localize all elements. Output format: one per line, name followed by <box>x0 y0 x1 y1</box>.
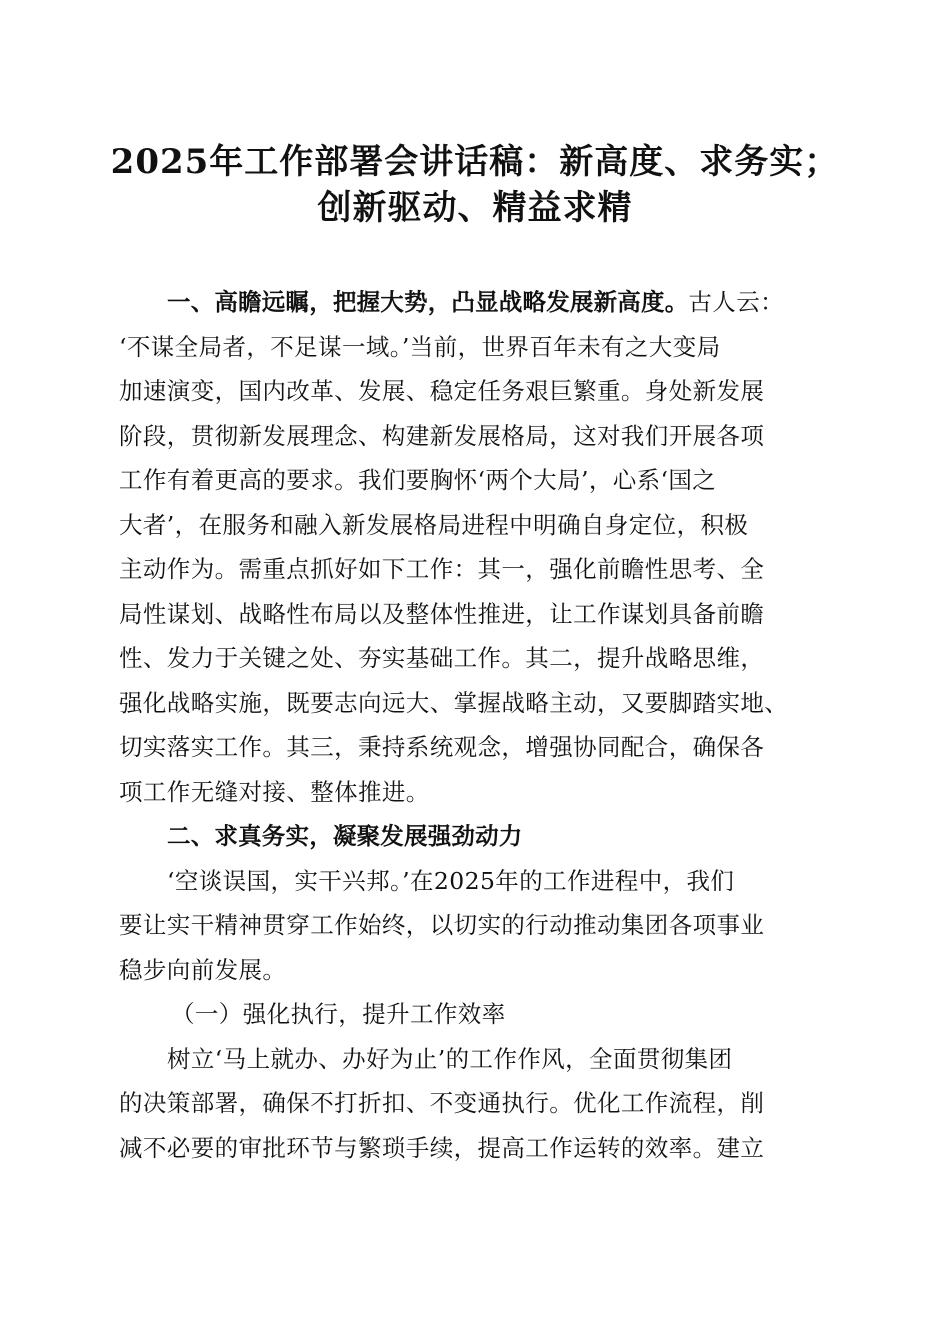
paragraph-line: 大者’，在服务和融入新发展格局进程中明确自身定位，积极 <box>119 510 749 539</box>
subsection-1-heading: （一）强化执行，提升工作效率 <box>171 1000 506 1028</box>
section-2-heading-text: 二、求真务实，凝聚发展强劲动力 <box>167 822 523 850</box>
document-title-line-2: 创新驱动、精益求精 <box>317 188 633 228</box>
section-1-first-line <box>119 280 831 325</box>
section-2-heading <box>119 814 831 859</box>
paragraph-text: 古人云： <box>688 288 785 316</box>
paragraph-line: 性、发力于关键之处、夯实基础工作。其二，提升战略思维， <box>119 644 765 672</box>
paragraph-line: 工作有着更高的要求。我们要胸怀‘两个大局’，心系‘国之 <box>119 466 717 494</box>
paragraph-line: ‘不谋全局者，不足谋一域。’当前，世界百年未有之大变局 <box>119 332 721 361</box>
paragraph-line: 局性谋划、战略性布局以及整体性推进，让工作谋划具备前瞻 <box>119 599 765 628</box>
paragraph-line: 阶段，贯彻新发展理念、构建新发展格局，这对我们开展各项 <box>119 421 765 450</box>
paragraph-line: 强化战略实施，既要志向远大、掌握战略主动，又要脚踏实地、 <box>119 688 789 717</box>
document-title-line-1: 2025年工作部署会讲话稿：新高度、求务实； <box>110 142 840 182</box>
document-body <box>119 280 831 1170</box>
paragraph-line: 稳步向前发展。 <box>119 955 287 984</box>
paragraph-line: 要让实干精神贯穿工作始终，以切实的行动推动集团各项事业 <box>119 911 765 939</box>
paragraph-line: ‘空谈误国，实干兴邦。’在2025年的工作进程中，我们 <box>167 866 735 895</box>
paragraph-line: 加速演变，国内改革、发展、稳定任务艰巨繁重。身处新发展 <box>119 377 765 405</box>
paragraph-line: 项工作无缝对接、整体推进。 <box>119 777 430 806</box>
paragraph-line: 切实落实工作。其三，秉持系统观念，增强协同配合，确保各 <box>119 733 765 761</box>
section-1-heading: 一、高瞻远瞩，把握大势，凸显战略发展新高度。 <box>167 288 689 316</box>
paragraph-line: 的决策部署，确保不打折扣、不变通执行。优化工作流程，削 <box>119 1089 765 1117</box>
paragraph-line: 主动作为。需重点抓好如下工作：其一，强化前瞻性思考、全 <box>119 555 765 583</box>
paragraph-line: 减不必要的审批环节与繁琐手续，提高工作运转的效率。建立 <box>119 1133 765 1162</box>
paragraph-line: 树立‘马上就办、办好为止’的工作作风，全面贯彻集团 <box>167 1044 733 1073</box>
